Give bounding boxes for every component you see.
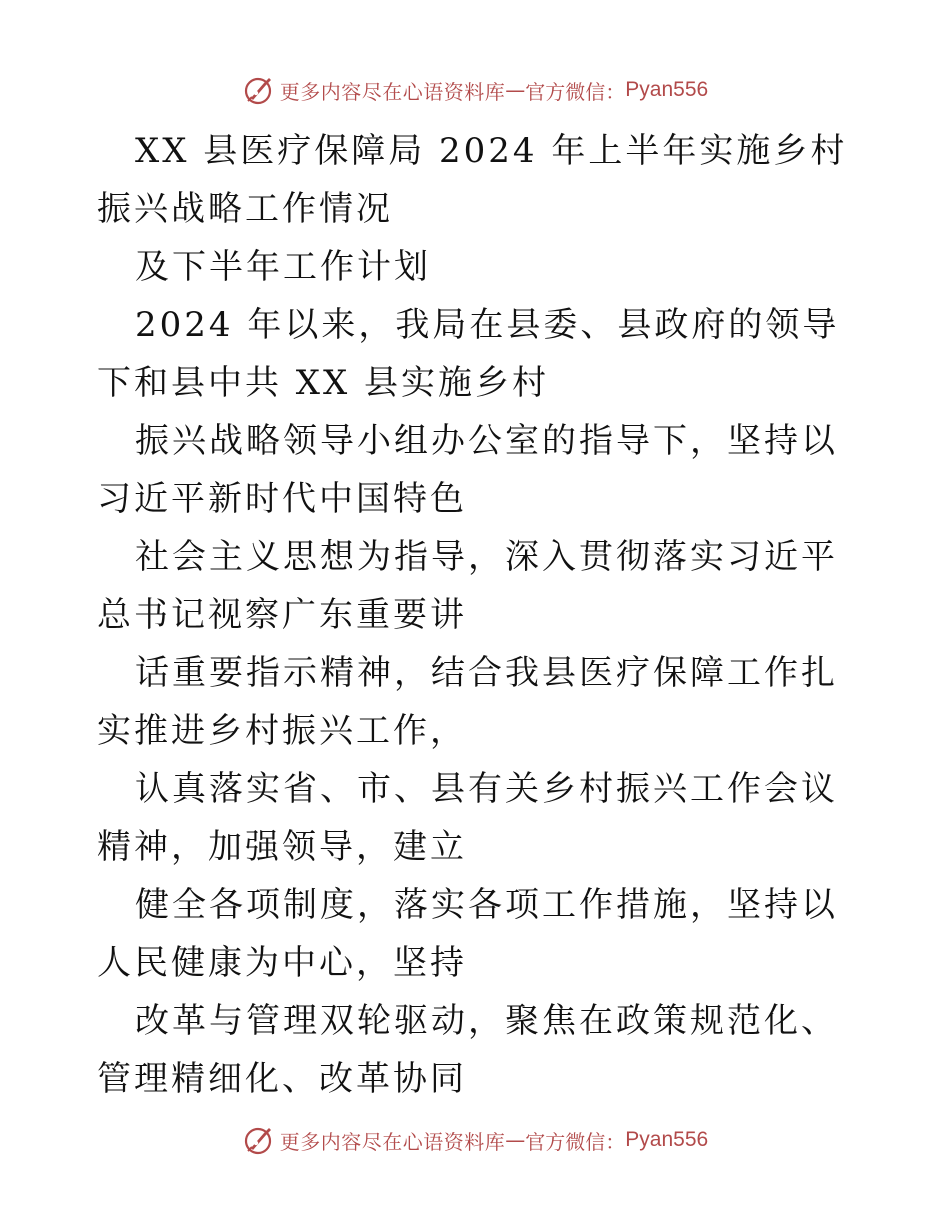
- body-paragraph: 话重要指示精神，结合我县医疗保障工作扎实推进乡村振兴工作，: [97, 653, 838, 751]
- body-paragraph: 社会主义思想为指导，深入贯彻落实习近平总书记视察广东重要讲: [97, 537, 838, 635]
- document-title-line: XX 县医疗保障局 2024 年上半年实施乡村振兴战略工作情况: [97, 131, 848, 229]
- pen-nib-logo-icon: [242, 73, 276, 107]
- body-paragraph: 健全各项制度，落实各项工作措施，坚持以人民健康为中心，坚持: [97, 885, 838, 983]
- body-paragraph: 认真落实省、市、县有关乡村振兴工作会议精神，加强领导，建立: [97, 769, 838, 867]
- banner-wechat-id: Pyan556: [625, 1128, 709, 1151]
- pen-nib-logo-icon: [242, 1123, 276, 1157]
- banner-separator: —: [505, 1128, 526, 1152]
- banner-separator: —: [505, 78, 526, 102]
- body-paragraph: 2024 年以来，我局在县委、县政府的领导下和县中共 XX 县实施乡村: [97, 305, 840, 403]
- document-subtitle-line: 及下半年工作计划: [135, 247, 431, 287]
- document-body: [97, 122, 857, 1108]
- header-banner: [0, 70, 950, 110]
- banner-slogan: 更多内容尽在心语资料库: [279, 1129, 506, 1154]
- banner-wechat-label: 官方微信：: [525, 1129, 626, 1154]
- banner-wechat-id: Pyan556: [625, 78, 709, 101]
- body-paragraph: 振兴战略领导小组办公室的指导下，坚持以习近平新时代中国特色: [97, 421, 838, 519]
- footer-banner: [0, 1120, 950, 1160]
- banner-slogan: 更多内容尽在心语资料库: [279, 79, 506, 104]
- body-paragraph: 改革与管理双轮驱动，聚焦在政策规范化、管理精细化、改革协同: [97, 1001, 838, 1099]
- header-banner-content: [242, 73, 708, 107]
- footer-banner-content: [242, 1123, 708, 1157]
- banner-wechat-label: 官方微信：: [525, 79, 626, 104]
